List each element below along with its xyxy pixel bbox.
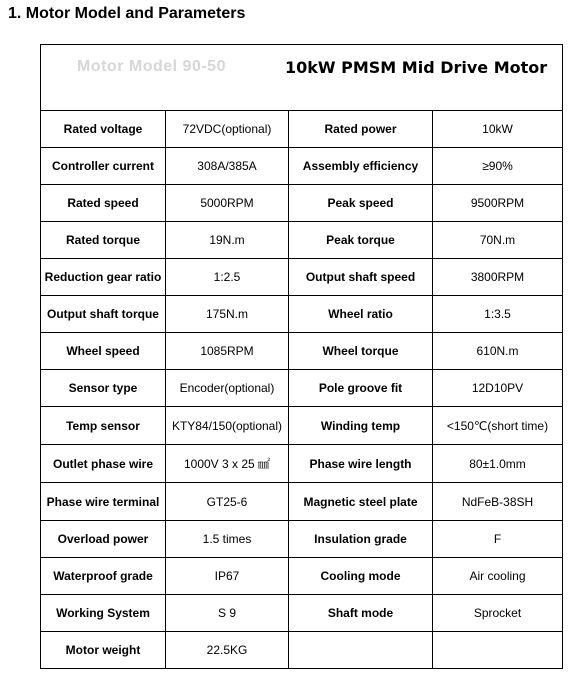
param-label: Temp sensor (41, 407, 166, 445)
param-label: Output shaft torque (41, 296, 166, 333)
param-label: Rated torque (41, 222, 166, 259)
param-value: <150℃(short time) (433, 407, 563, 445)
param-value (433, 632, 563, 669)
param-label: Controller current (41, 148, 166, 185)
param-value: 12D10PV (433, 370, 563, 407)
param-label: Shaft mode (289, 595, 433, 632)
faded-model-text: Motor Model 90-50 (77, 58, 226, 75)
table-title: 10kW PMSM Mid Drive Motor (285, 58, 548, 77)
param-label: Insulation grade (289, 521, 433, 558)
param-label: Phase wire terminal (41, 483, 166, 521)
param-value: 1085RPM (166, 333, 289, 370)
param-label (289, 632, 433, 669)
param-label: Output shaft speed (289, 259, 433, 296)
table-row (41, 595, 563, 632)
param-label: Overload power (41, 521, 166, 558)
param-label: Reduction gear ratio (41, 259, 166, 296)
param-label: Wheel ratio (289, 296, 433, 333)
param-value: 175N.m (166, 296, 289, 333)
param-value: 72VDC(optional) (166, 111, 289, 148)
param-label: Winding temp (289, 407, 433, 445)
param-value: S 9 (166, 595, 289, 632)
param-value: 610N.m (433, 333, 563, 370)
param-label: Outlet phase wire (41, 445, 166, 483)
param-value: 19N.m (166, 222, 289, 259)
table-row (41, 185, 563, 222)
param-value: ≥90% (433, 148, 563, 185)
param-value: NdFeB-38SH (433, 483, 563, 521)
param-value: 5000RPM (166, 185, 289, 222)
param-label: Phase wire length (289, 445, 433, 483)
param-label: Pole groove fit (289, 370, 433, 407)
table-row (41, 370, 563, 407)
param-value: 1000V 3 x 25 ㎟ (166, 445, 289, 483)
param-value: GT25-6 (166, 483, 289, 521)
param-value: IP67 (166, 558, 289, 595)
param-value: 10kW (433, 111, 563, 148)
param-label: Magnetic steel plate (289, 483, 433, 521)
table-row (41, 111, 563, 148)
table-row (41, 445, 563, 483)
param-label: Peak torque (289, 222, 433, 259)
param-value: Sprocket (433, 595, 563, 632)
table-row (41, 333, 563, 370)
param-value: 308A/385A (166, 148, 289, 185)
param-label: Wheel speed (41, 333, 166, 370)
param-label: Rated speed (41, 185, 166, 222)
table-row (41, 259, 563, 296)
param-value: 9500RPM (433, 185, 563, 222)
param-value: Encoder(optional) (166, 370, 289, 407)
table-row (41, 148, 563, 185)
param-value: 70N.m (433, 222, 563, 259)
param-value: 3800RPM (433, 259, 563, 296)
table-row (41, 407, 563, 445)
param-label: Assembly efficiency (289, 148, 433, 185)
param-value: 80±1.0mm (433, 445, 563, 483)
param-value: 22.5KG (166, 632, 289, 669)
param-label: Working System (41, 595, 166, 632)
param-value: Air cooling (433, 558, 563, 595)
table-title-cell (41, 45, 563, 111)
table-row (41, 222, 563, 259)
param-label: Motor weight (41, 632, 166, 669)
param-label: Rated power (289, 111, 433, 148)
param-value: 1.5 times (166, 521, 289, 558)
param-value: KTY84/150(optional) (166, 407, 289, 445)
param-label: Rated voltage (41, 111, 166, 148)
param-label: Peak speed (289, 185, 433, 222)
param-label: Cooling mode (289, 558, 433, 595)
table-title-row (41, 45, 563, 111)
param-value: 1:3.5 (433, 296, 563, 333)
param-label: Sensor type (41, 370, 166, 407)
table-row (41, 632, 563, 669)
table-row (41, 558, 563, 595)
param-value: F (433, 521, 563, 558)
table-row (41, 483, 563, 521)
param-label: Wheel torque (289, 333, 433, 370)
param-value: 1:2.5 (166, 259, 289, 296)
section-heading: 1. Motor Model and Parameters (8, 5, 246, 22)
table-row (41, 521, 563, 558)
table-row (41, 296, 563, 333)
param-label: Waterproof grade (41, 558, 166, 595)
motor-parameters-table (40, 44, 563, 669)
